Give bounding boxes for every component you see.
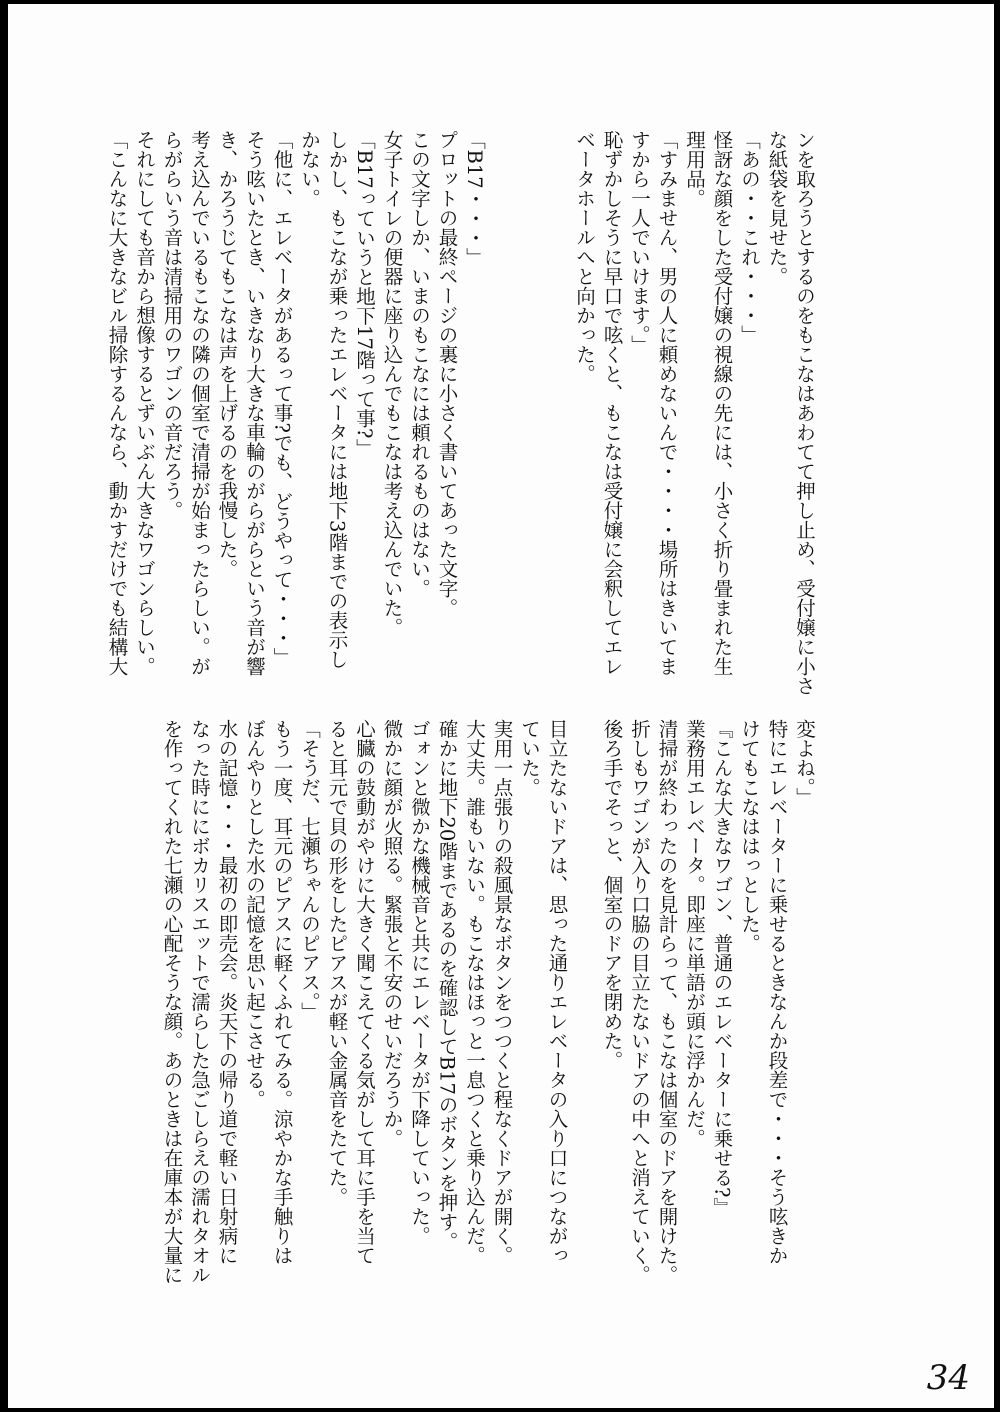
text-column: 怪訝な顔をした受付嬢の視線の先には、小さく折り畳まれた生 [710, 130, 734, 676]
text-column: 特にエレベーターに乗せるときなんか段差で・・・そう呟きか [765, 719, 789, 1265]
text-column: 女子トイレの便器に座り込んでもこなは考え込んでいた。 [380, 130, 404, 637]
text-column: 恥ずかしそうに早口で呟くと、もこなは受付嬢に会釈してエレ [600, 130, 624, 676]
text-column: なった時ににボカリスエットで濡らした急ごしらえの濡れタオル [188, 719, 211, 1285]
text-column: ゴォンと微かな機械音と共にエレベータが下降していった。 [408, 719, 431, 1246]
text-column: 後ろ手でそっと、個室のドアを閉めた。 [600, 719, 624, 1070]
text-column: らがらいう音は清掃用のワゴンの音だろう。 [160, 130, 184, 520]
text-column: 清掃が終わったのを見計らって、もこなは個室のドアを開けた。 [655, 719, 679, 1285]
text-column: すから一人でいけます。」 [628, 130, 651, 355]
text-column: き、かろうじてもこなは声を上げるのを我慢した。 [215, 130, 239, 579]
text-column: かない。 [298, 130, 321, 208]
text-column: ると耳元で貝の形をしたピアスが軽い金属音をたてた。 [325, 719, 349, 1207]
text-column: 大丈夫。誰もいない。もこなはほっと一息つくと乗り込んだ。 [463, 719, 486, 1265]
text-column: 「あの・・これ・・・」 [738, 130, 761, 345]
text-column: 心臓の鼓動がやけに大きく聞こえてくる気がして耳に手を当て [353, 719, 376, 1265]
text-column: 目立たないドアは、思った通りエレベータの入り口につながっ [545, 719, 569, 1265]
text-block-upper [105, 130, 816, 696]
text-column: 業務用エレベータ。即座に単語が頭に浮かんだ。 [683, 719, 706, 1148]
text-column: 「B17っていうと地下17階って事?」 [353, 130, 376, 458]
text-column: 「すみません、男の人に頼めないんで・・・・場所はきいてま [655, 130, 679, 676]
book-page [8, 4, 994, 1408]
text-block-lower [162, 719, 814, 1301]
text-column: そう呟いたとき、いきなり大きな車輪のがらがらという音が響 [243, 130, 266, 676]
text-column: 考え込んでいるもこなの隣の個室で清掃が始まったらしい。が [188, 130, 211, 676]
text-column: ベータホールへと向かった。 [573, 130, 596, 384]
text-column: もう一度、耳元のピアスに軽くふれてみる。涼やかな手触りは [270, 719, 294, 1265]
text-column: ていた。 [518, 719, 541, 797]
text-column: 微かに顔が火照る。緊張と不安のせいだろうか。 [380, 719, 404, 1148]
page-number: 34 [926, 1358, 970, 1398]
text-column: それにしても音から想像するとずいぶん大きなワゴンらしい。 [133, 130, 156, 676]
text-column: 「そうだ、七瀬ちゃんのピアス。」 [298, 719, 321, 1022]
text-column: 実用一点張りの殺風景なボタンをつつくと程なくドアが開く。 [490, 719, 514, 1265]
text-column: 「B17・・・」 [463, 130, 486, 267]
text-column: を作ってくれた七瀬の心配そうな顔。あのときは在庫本が大量に [160, 719, 184, 1285]
text-column: な紙袋を見せた。 [765, 130, 789, 286]
text-column: 「他に、エレベータがあるって事?でも、どうやって・・・」 [270, 130, 294, 667]
text-column: 確かに地下20階まであるのを確認してB17のボタンを押す。 [435, 719, 459, 1251]
text-column: ぼんやりとした水の記憶を思い起こさせる。 [243, 719, 266, 1109]
text-column: しかし、もこなが乗ったエレベータには地下3階までの表示し [325, 130, 349, 669]
text-column: 水の記憶・・・最初の即売会。炎天下の帰り道で軽い日射病に [215, 719, 239, 1265]
text-column: この文字しか、いまのもこなには頼れるものはない。 [408, 130, 431, 598]
text-column: プロットの最終ページの裏に小さく書いてあった文字。 [435, 130, 459, 618]
text-column: 『こんな大きなワゴン、普通のエレベーターに乗せる?』 [710, 719, 734, 1217]
text-column: 折しもワゴンが入り口脇の目立たないドアの中へと消えていく。 [628, 719, 651, 1285]
text-column: 理用品。 [683, 130, 706, 208]
text-column: けてもこなははっとした。 [738, 719, 761, 953]
text-column: 変よね。」 [793, 719, 816, 807]
text-column: 「こんなに大きなビル掃除するんなら、動かすだけでも結構大 [105, 130, 129, 676]
text-column: ンを取ろうとするのをもこなはあわてて押し止め、受付嬢に小さ [793, 130, 816, 696]
